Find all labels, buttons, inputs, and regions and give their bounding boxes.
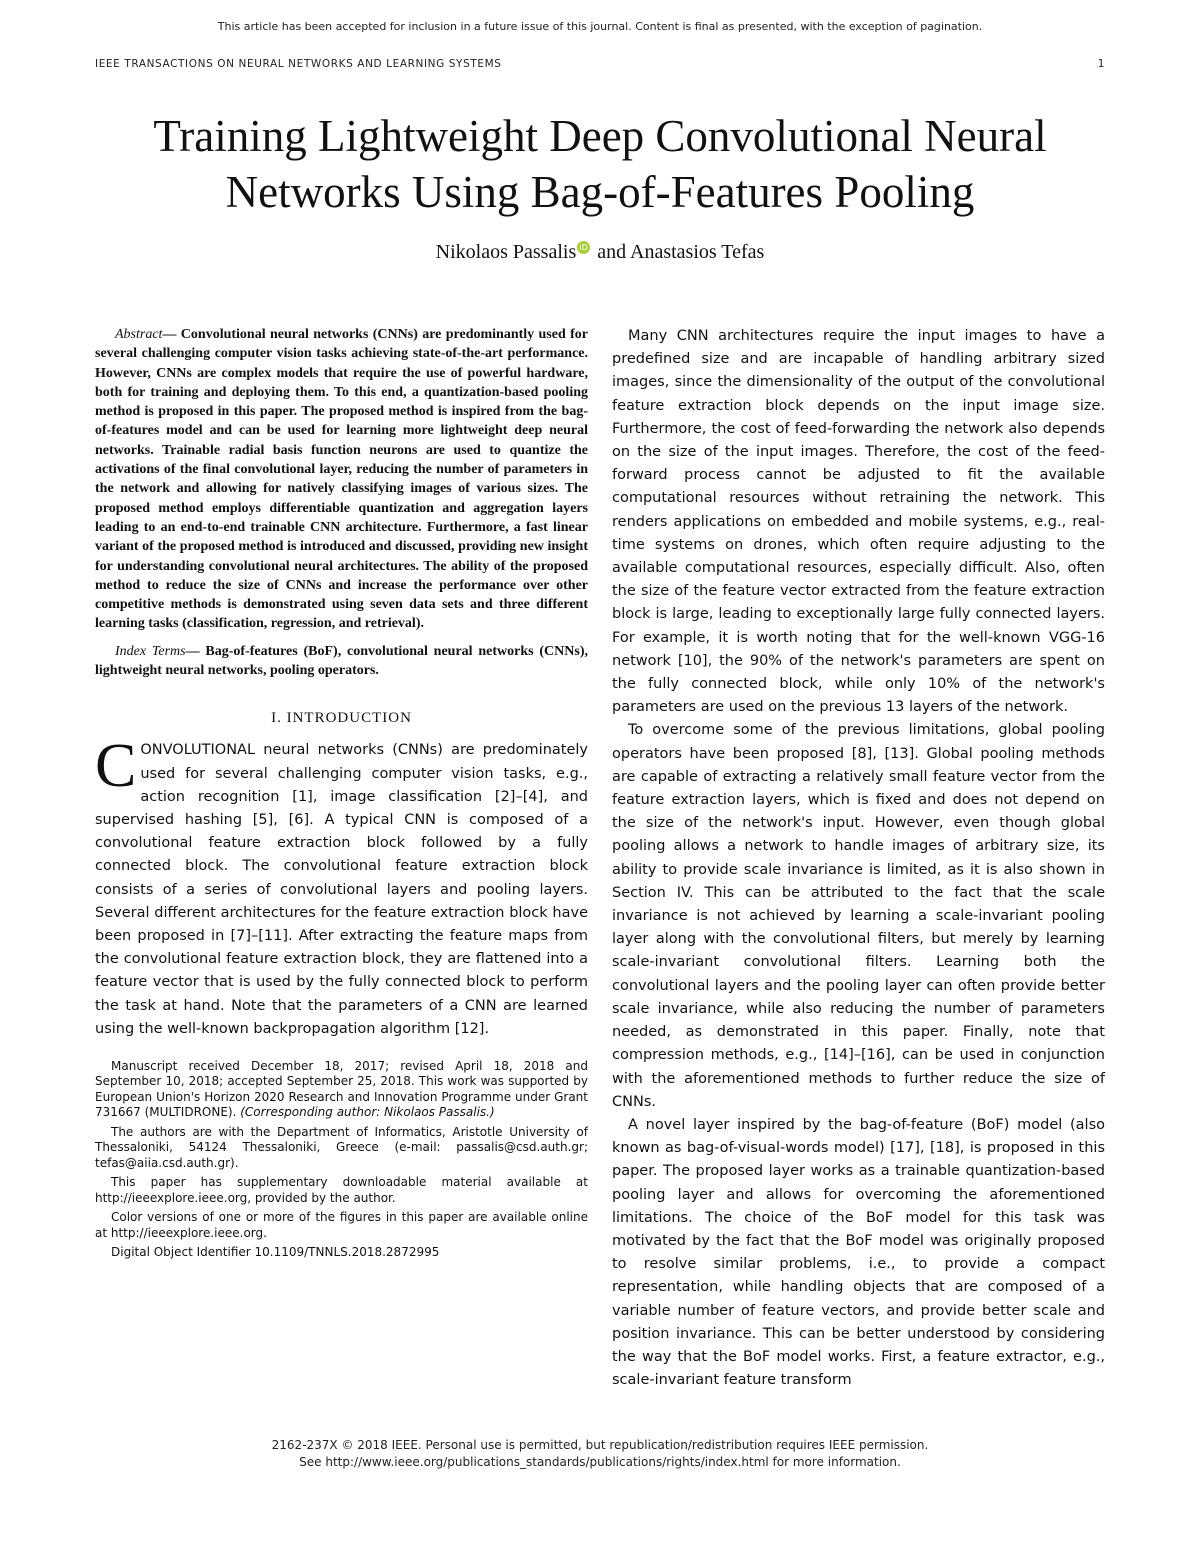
footnotes <box>95 1059 588 1261</box>
abstract <box>95 325 588 634</box>
index-terms-lead: Index Terms <box>115 643 186 659</box>
acceptance-notice: This article has been accepted for inclusion in a future issue of this journal. Content is final as presented, with the exception of pagination. <box>217 20 983 33</box>
author-list <box>0 241 1200 264</box>
footnote-affiliation: The authors are with the Department of Informatics, Aristotle University of Thessaloniki, 54124 Thessaloniki, Greece (e-mail: passalis@csd.auth.gr; tefas@aiia.csd.auth.gr). <box>95 1124 588 1170</box>
footnote-manuscript-text: Manuscript received December 18, 2017; revised April 18, 2018 and September 10, 2018; accepted September 25, 2018. This work was supported by European Union's Horizon 2020 Research and Innovation Programme under Grant 731667 (MULTIDRONE). <box>95 1058 588 1120</box>
section-heading-introduction <box>95 710 588 727</box>
abstract-text: — Convolutional neural networks (CNNs) are predominantly used for several challenging computer vision tasks achieving state-of-the-art performance. However, CNNs are complex models that require the use of powerful hardware, both for training and deploying them. To this end, a quantization-based pooling method is proposed in this paper. The proposed method is inspired from the bag-of-features model and can be used for learning more lightweight deep neural networks. Trainable radial basis function neurons are used to quantize the activations of the final convolutional layer, reducing the number of parameters in the network and allowing for natively classifying images of various sizes. The proposed method employs differentiable quantization and aggregation layers leading to an end-to-end trainable CNN architecture. Furthermore, a fast linear variant of the proposed method is introduced and discussed, providing new insight for understanding convolutional neural architectures. The ability of the proposed method to reduce the size of CNNs and increase the performance over other competitive methods is demonstrated using seven data sets and three different learning tasks (classification, regression, and retrieval). <box>95 327 588 632</box>
footnote-color: Color versions of one or more of the figures in this paper are available online at http://ieeexplore.ieee.org. <box>95 1210 588 1240</box>
author-rest: and Anastasios Tefas <box>592 241 765 263</box>
copyright-notice <box>0 1437 1200 1471</box>
section-title: INTRODUCTION <box>286 710 412 727</box>
paper-title <box>60 108 1140 220</box>
footnote-corresponding: (Corresponding author: Nikolaos Passalis.) <box>240 1105 495 1120</box>
body-paragraph-1: Many CNN architectures require the input images to have a predefined size and are incapable of handling arbitrary sized images, since the dimensionality of the output of the convolutional feature extraction block depends on the input image size. Furthermore, the cost of feed-forwarding the network also depends on the size of the input images. Therefore, the cost of the feed-forward process cannot be adjusted to fit the available computational resources without retraining the network. This renders applications on embedded and mobile systems, e.g., real-time systems on drones, which often require adjusting to the available computational resources, especially difficult. Also, often the size of the feature vector extracted from the feature extraction block is large, leading to exceptionally large fully connected layers. For example, it is worth noting that for the well-known VGG-16 network [10], the 90% of the network's parameters are spent on the fully connected block, while only 10% of the network's parameters are used on the previous 13 layers of the network. <box>612 328 1105 716</box>
author-first: Nikolaos Passalis <box>435 241 577 263</box>
footnote-manuscript <box>95 1059 588 1121</box>
copyright-line-2: See http://www.ieee.org/publications_standards/publications/rights/index.html for more information. <box>299 1455 901 1469</box>
index-terms <box>95 642 588 681</box>
left-column <box>95 325 588 1265</box>
abstract-lead: Abstract <box>115 327 163 342</box>
section-number: I. <box>271 710 287 727</box>
footnote-doi: Digital Object Identifier 10.1109/TNNLS.2018.2872995 <box>111 1245 440 1260</box>
intro-paragraph <box>95 732 588 1041</box>
intro-smallcaps: ONVOLUTIONAL <box>140 742 256 759</box>
page-number: 1 <box>1097 58 1105 70</box>
right-column <box>612 325 1105 1392</box>
intro-text: neural networks (CNNs) are predominately used for several challenging computer vision tasks, e.g., action recognition [1], image classification [2]–[4], and supervised hashing [5], [6]. A typical CNN is composed of a convolutional feature extraction block followed by a fully connected block. The convolutional feature extraction block consists of a series of convolutional layers and pooling layers. Several different architectures for the feature extraction block have been proposed in [7]–[11]. After extracting the feature maps from the convolutional feature extraction block, they are flattened into a feature vector that is used by the fully connected block to perform the task at hand. Note that the parameters of a CNN are learned using the well-known backpropagation algorithm [12]. <box>95 742 588 1037</box>
drop-cap: C <box>95 732 137 801</box>
body-paragraph-3: A novel layer inspired by the bag-of-feature (BoF) model (also known as bag-of-visual-words model) [17], [18], is proposed in this paper. The proposed layer works as a trainable quantization-based pooling layer and allows for overcoming the aforementioned limitations. The choice of the BoF model for this task was motivated by the fact that the BoF model was originally proposed to resolve similar problems, i.e., to provide a compact representation, while handling objects that are composed of a variable number of feature vectors, and provide better scale and position invariance. This can be better understood by considering the way that the BoF model works. First, a feature extractor, e.g., scale-invariant feature transform <box>612 1116 1105 1389</box>
body-paragraph-2: To overcome some of the previous limitations, global pooling operators have been proposed [8], [13]. Global pooling methods are capable of extracting a relatively small feature vector from the feature extraction layers, which is fixed and does not depend on the size of the network's input. However, even though global pooling allows a network to handle images of arbitrary size, its ability to provide scale invariance is limited, as it is also shown in Section IV. This can be attributed to the fact that the scale invariance is not achieved by learning a scale-invariant pooling layer along with the convolutional filters, but merely by learning scale-invariant convolutional filters. Learning both the convolutional layers and the pooling layer can often provide better scale invariance, while also reducing the number of parameters needed, as demonstrated in this paper. Finally, note that compression methods, e.g., [14]–[16], can be used in conjunction with the aforementioned methods to further reduce the size of CNNs. <box>612 722 1105 1110</box>
running-header <box>95 58 1105 70</box>
copyright-line-1: 2162-237X © 2018 IEEE. Personal use is permitted, but republication/redistribution requires IEEE permission. <box>271 1438 929 1452</box>
footnote-supplementary: This paper has supplementary downloadable material available at http://ieeexplore.ieee.org, provided by the author. <box>95 1175 588 1205</box>
title-line-1: Training Lightweight Deep Convolutional Neural <box>153 111 1047 161</box>
index-terms-text: — Bag-of-features (BoF), convolutional neural networks (CNNs), lightweight neural networks, pooling operators. <box>95 643 588 679</box>
journal-name: IEEE TRANSACTIONS ON NEURAL NETWORKS AND LEARNING SYSTEMS <box>95 58 502 70</box>
title-line-2: Networks Using Bag-of-Features Pooling <box>225 167 975 217</box>
orcid-icon[interactable]: iD <box>577 241 590 254</box>
